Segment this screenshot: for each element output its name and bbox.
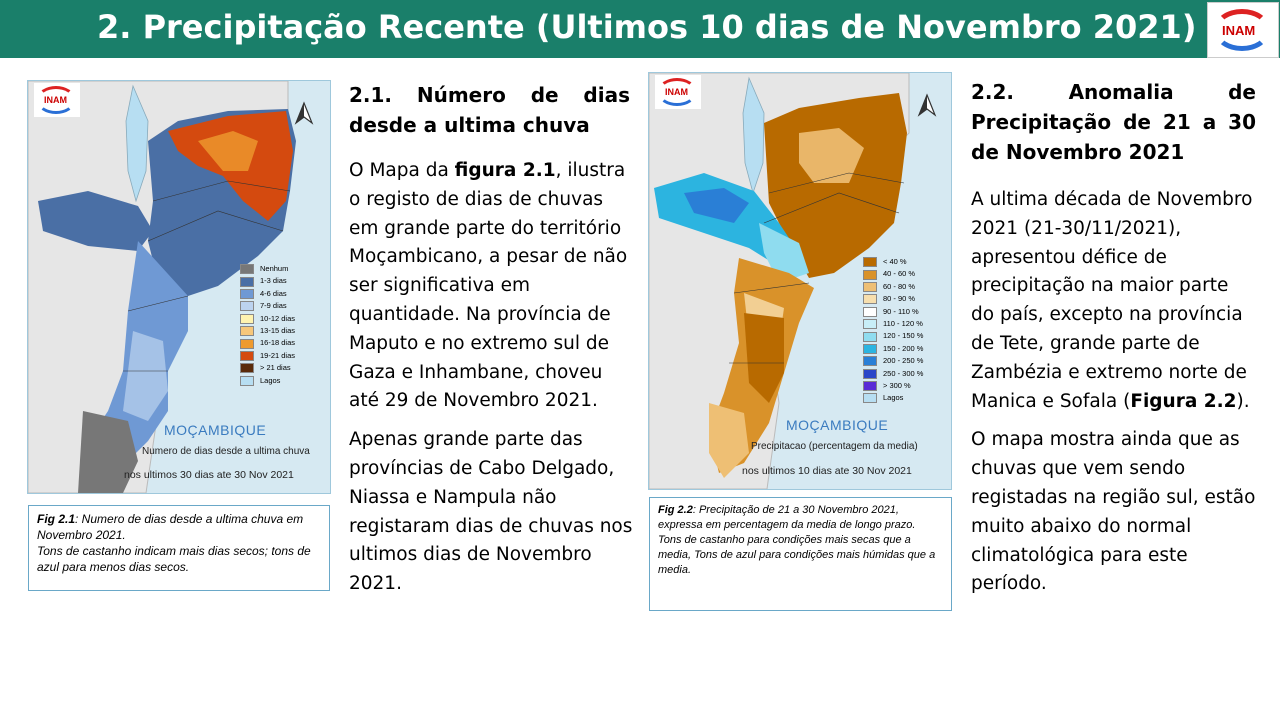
map-days-since-rain <box>27 80 331 494</box>
map1-subtitle: Numero de dias desde a ultima chuva <box>142 446 310 457</box>
map2-logo <box>655 75 701 109</box>
caption-text: : Precipitação de 21 a 30 Novembro 2021, expressa em percentagem da media de longo prazo. <box>658 504 916 531</box>
section-2-2-body <box>971 186 1256 609</box>
logo-text: INAM <box>1222 23 1256 38</box>
section-2-2-paragraph-1 <box>971 186 1256 416</box>
legend-item <box>240 375 295 387</box>
section-2-1-title: 2.1. Número de dias desde a ultima chuva <box>349 83 630 137</box>
legend-item <box>240 300 295 312</box>
legend-swatch <box>240 326 254 336</box>
legend-item <box>863 330 923 342</box>
section-2-2-title: 2.2. Anomalia de Precipitação de 21 a 30 de Novembro 2021 <box>971 80 1256 164</box>
caption-text: : Numero de dias desde a ultima chuva em Novembro 2021. <box>37 512 304 542</box>
legend-label: Lagos <box>883 393 904 403</box>
north-arrow-icon <box>915 93 939 119</box>
legend-swatch <box>240 314 254 324</box>
legend-swatch <box>863 381 877 391</box>
map1-logo <box>34 83 80 117</box>
legend-item <box>863 392 923 404</box>
legend-label: 250 - 300 % <box>883 368 924 378</box>
legend-label: Nenhum <box>260 264 289 273</box>
legend-swatch <box>240 289 254 299</box>
page-title: 2. Precipitação Recente (Ultimos 10 dias de Novembro 2021) <box>97 8 1197 46</box>
legend-label: 60 - 80 % <box>883 281 916 291</box>
paragraph-text: , ilustra o registo de dias de chuvas em grande parte do território Moçambicano, a pesar de não ser significativa em quantidade. Na província de Maputo e no extremo sul de Gaza e Inhambane, choveu até 29 de Novembro 2021. <box>349 160 628 412</box>
legend-label: > 21 dias <box>260 363 291 373</box>
legend-swatch <box>863 282 877 292</box>
legend-swatch <box>240 264 254 274</box>
legend-label: 110 - 120 % <box>883 318 923 328</box>
legend-item <box>863 268 923 280</box>
section-2-1-paragraph-1 <box>349 157 634 416</box>
figure-caption-2-2 <box>649 497 952 611</box>
legend-item <box>240 288 295 300</box>
legend-label: > 300 % <box>883 380 911 390</box>
map2-subtitle: Precipitacao (percentagem da media) <box>751 441 918 452</box>
legend-item <box>240 337 295 349</box>
legend-swatch <box>863 393 877 403</box>
legend-swatch <box>240 301 254 311</box>
legend-item <box>240 350 295 362</box>
section-2-1-paragraph-2: Apenas grande parte das províncias de Cabo Delgado, Niassa e Nampula não registaram dias de chuvas nos ultimos dias de Novembro 2021. <box>349 429 633 595</box>
legend-label: 90 - 110 % <box>883 306 919 316</box>
legend-swatch <box>863 294 877 304</box>
map1-logo-text: INAM <box>44 95 67 105</box>
map-precipitation-anomaly <box>648 72 952 490</box>
legend-swatch <box>240 376 254 386</box>
legend-item <box>863 293 923 305</box>
legend-label: 13-15 dias <box>260 325 296 335</box>
legend-label: 40 - 60 % <box>883 269 916 279</box>
caption-fig-label: Fig 2.1 <box>37 512 76 526</box>
header-bar <box>0 0 1280 58</box>
legend-item <box>240 325 295 337</box>
section-2-2-paragraph-2: O mapa mostra ainda que as chuvas que vem sendo registadas na região sul, estão muito abaixo do normal climatológica para este período. <box>971 429 1256 595</box>
legend-swatch <box>863 356 877 366</box>
north-arrow-icon <box>292 101 316 127</box>
figure-reference: Figura 2.2 <box>1130 390 1237 412</box>
legend-item <box>863 380 923 392</box>
map1-date: nos ultimos 30 dias ate 30 Nov 2021 <box>124 469 294 481</box>
map2-country-label: MOÇAMBIQUE <box>786 417 889 433</box>
map2-date: nos ultimos 10 dias ate 30 Nov 2021 <box>742 465 912 477</box>
legend-swatch <box>240 363 254 373</box>
paragraph-text: O Mapa da <box>349 160 455 181</box>
legend-label: 16-18 dias <box>260 338 296 348</box>
legend-item <box>240 263 295 275</box>
legend-swatch <box>240 339 254 349</box>
map1-country-label: MOÇAMBIQUE <box>164 422 267 438</box>
map2-legend <box>863 256 923 405</box>
legend-item <box>863 318 923 330</box>
legend-label: Lagos <box>260 375 281 385</box>
legend-label: 80 - 90 % <box>883 294 916 304</box>
legend-item <box>863 256 923 268</box>
legend-item <box>863 281 923 293</box>
caption-note: Tons de castanho para condições mais secas que a media, Tons de azul para condições mais húmidas que a media. <box>658 534 936 576</box>
legend-swatch <box>863 307 877 317</box>
section-2-1-body <box>349 157 634 609</box>
legend-label: 7-9 dias <box>260 301 287 311</box>
legend-swatch <box>863 332 877 342</box>
caption-fig-label: Fig 2.2 <box>658 504 693 516</box>
legend-item <box>863 306 923 318</box>
inam-logo <box>1207 2 1279 58</box>
legend-label: 10-12 dias <box>260 313 296 323</box>
legend-label: 120 - 150 % <box>883 331 924 341</box>
legend-swatch <box>240 277 254 287</box>
legend-label: 1-3 dias <box>260 276 287 286</box>
legend-swatch <box>863 270 877 280</box>
legend-swatch <box>863 319 877 329</box>
legend-item <box>240 313 295 325</box>
legend-item <box>240 275 295 287</box>
legend-label: 200 - 250 % <box>883 356 924 366</box>
legend-label: 150 - 200 % <box>883 343 924 353</box>
caption-note: Tons de castanho indicam mais dias secos; tons de azul para menos dias secos. <box>37 544 311 574</box>
figure-reference: figura 2.1 <box>454 160 556 181</box>
legend-label: < 40 % <box>883 257 907 266</box>
paragraph-text: ). <box>1236 390 1250 412</box>
paragraph-text: A ultima década de Novembro 2021 (21-30/11/2021), apresentou défice de precipitação na maior parte do país, excepto na província de Tete, grande parte de Zambézia e extremo norte de Manica e Sofala ( <box>971 189 1253 412</box>
legend-item <box>240 362 295 374</box>
map2-logo-text: INAM <box>665 87 688 97</box>
figure-caption-2-1 <box>28 505 330 591</box>
legend-item <box>863 343 923 355</box>
legend-item <box>863 355 923 367</box>
legend-swatch <box>240 351 254 361</box>
map1-legend <box>240 263 295 387</box>
legend-item <box>863 368 923 380</box>
legend-swatch <box>863 369 877 379</box>
legend-label: 19-21 dias <box>260 350 296 360</box>
legend-swatch <box>863 257 877 267</box>
legend-swatch <box>863 344 877 354</box>
legend-label: 4-6 dias <box>260 288 287 298</box>
